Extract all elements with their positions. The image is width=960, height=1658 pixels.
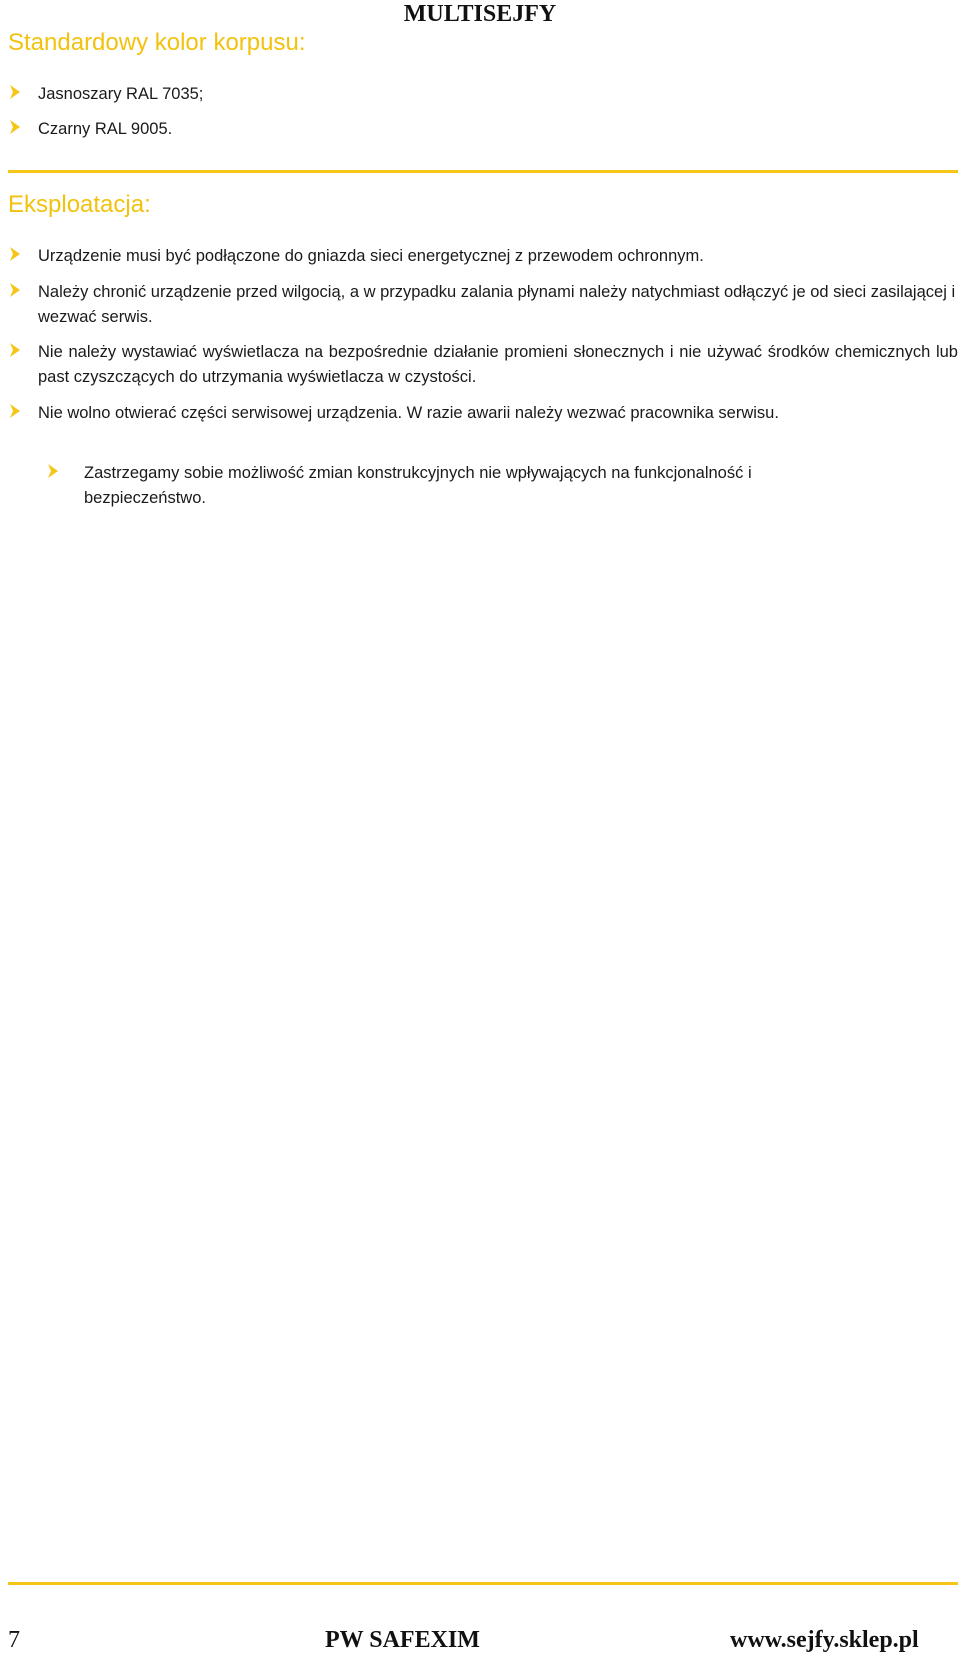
chevron-right-icon	[8, 342, 22, 358]
chevron-right-icon	[8, 246, 22, 262]
list-item	[8, 82, 948, 107]
list-item-text: Nie wolno otwierać części serwisowej urządzenia. W razie awarii należy wezwać pracownika serwisu.	[38, 404, 779, 422]
list-item-text: Jasnoszary RAL 7035;	[38, 85, 204, 103]
list-item	[8, 280, 958, 330]
list-item	[8, 117, 948, 142]
list-item	[8, 244, 958, 269]
note-item	[46, 461, 856, 511]
footer-divider	[8, 1582, 958, 1585]
note-text: Zastrzegamy sobie możliwość zmian konstrukcyjnych nie wpływających na funkcjonalność i bezpieczeństwo.	[84, 464, 752, 507]
footer-company: PW SAFEXIM	[325, 1627, 480, 1653]
list-item	[8, 401, 958, 426]
list-item-text: Czarny RAL 9005.	[38, 120, 173, 138]
chevron-right-icon	[8, 84, 22, 100]
page-number: 7	[8, 1627, 20, 1653]
list-item-text: Nie należy wystawiać wyświetlacza na bezpośrednie działanie promieni słonecznych i nie używać środków chemicznych lub past czyszczących do utrzymania wyświetlacza w czystości.	[38, 343, 958, 386]
section-heading-operation: Eksploatacja:	[8, 191, 151, 218]
document-title: MULTISEJFY	[403, 1, 557, 27]
list-item	[8, 340, 958, 390]
divider	[8, 170, 958, 173]
list-item-text: Należy chronić urządzenie przed wilgocią, a w przypadku zalania płynami należy natychmiast odłączyć je od sieci zasilającej i wezwać serwis.	[38, 283, 956, 326]
section-heading-body-color: Standardowy kolor korpusu:	[8, 29, 306, 56]
chevron-right-icon	[8, 119, 22, 135]
chevron-right-icon	[8, 282, 22, 298]
chevron-right-icon	[8, 403, 22, 419]
footer-url: www.sejfy.sklep.pl	[730, 1627, 919, 1653]
chevron-right-icon	[46, 463, 60, 479]
list-item-text: Urządzenie musi być podłączone do gniazda sieci energetycznej z przewodem ochronnym.	[38, 247, 704, 265]
